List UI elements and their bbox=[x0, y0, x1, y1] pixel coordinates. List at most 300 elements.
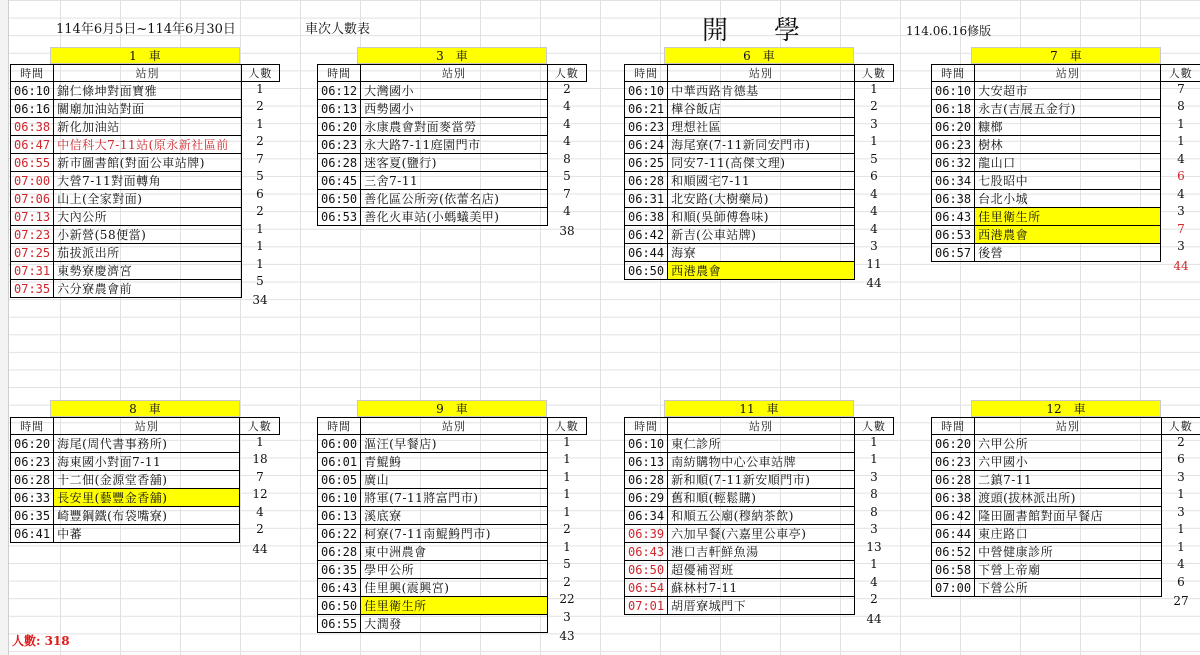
count-header: 人數 bbox=[1161, 65, 1200, 82]
table-row[interactable] bbox=[932, 208, 1200, 226]
count-cell[interactable]: 8 bbox=[870, 487, 878, 502]
time-cell[interactable]: 06:38 bbox=[932, 489, 975, 507]
station-cell[interactable]: 港口吉軒鮮魚湯 bbox=[668, 543, 855, 561]
count-cell[interactable]: 1 bbox=[563, 435, 571, 449]
time-cell[interactable]: 06:01 bbox=[318, 453, 361, 471]
count-cell[interactable]: 1 bbox=[563, 487, 571, 502]
time-cell[interactable]: 06:50 bbox=[318, 190, 361, 208]
station-cell[interactable]: 蘇林村7-11 bbox=[668, 579, 855, 597]
station-header: 站別 bbox=[54, 65, 242, 82]
station-cell[interactable]: 大內公所 bbox=[54, 208, 242, 226]
time-cell[interactable]: 06:00 bbox=[318, 435, 361, 453]
station-cell[interactable]: 漚汪(早餐店) bbox=[361, 435, 547, 453]
time-cell[interactable]: 06:43 bbox=[932, 208, 975, 226]
station-cell[interactable]: 善化火車站(小螞蟻美甲) bbox=[361, 208, 548, 226]
table-row[interactable] bbox=[932, 244, 1200, 262]
count-cell[interactable]: 2 bbox=[1177, 435, 1185, 449]
count-cell[interactable]: 3 bbox=[1177, 239, 1185, 254]
count-cell[interactable]: 4 bbox=[563, 116, 571, 131]
count-cell[interactable]: 2 bbox=[563, 82, 571, 96]
station-cell[interactable]: 七股昭中 bbox=[975, 172, 1161, 190]
count-header: 人數 bbox=[1161, 418, 1200, 435]
count-cell[interactable]: 8 bbox=[1177, 99, 1185, 114]
time-cell[interactable]: 06:42 bbox=[625, 226, 668, 244]
count-cell[interactable]: 2 bbox=[256, 204, 264, 219]
time-cell[interactable]: 06:10 bbox=[318, 489, 361, 507]
car-title: 3 車 bbox=[357, 47, 547, 64]
header-row bbox=[318, 65, 587, 82]
count-cell[interactable]: 8 bbox=[870, 504, 878, 519]
table-row[interactable] bbox=[932, 118, 1200, 136]
time-header: 時間 bbox=[318, 418, 361, 435]
time-cell[interactable]: 07:35 bbox=[11, 280, 54, 298]
station-cell[interactable]: 同安7-11(高傑文理) bbox=[668, 154, 855, 172]
table-row[interactable] bbox=[932, 82, 1200, 100]
time-cell[interactable]: 06:39 bbox=[625, 525, 668, 543]
grand-total: 人數: 318 bbox=[12, 634, 70, 648]
count-cell[interactable]: 6 bbox=[1177, 574, 1185, 589]
time-cell[interactable]: 06:23 bbox=[932, 453, 975, 471]
station-cell[interactable]: 關廟加油站對面 bbox=[54, 100, 242, 118]
station-cell[interactable]: 錦仁條坤對面寶雅 bbox=[54, 82, 242, 100]
time-cell[interactable]: 06:18 bbox=[932, 100, 975, 118]
count-cell[interactable]: 3 bbox=[1177, 204, 1185, 219]
count-cell[interactable]: 4 bbox=[1177, 186, 1185, 201]
table-row[interactable] bbox=[932, 172, 1200, 190]
car-total: 43 bbox=[559, 628, 575, 643]
count-cell[interactable]: 2 bbox=[256, 522, 264, 537]
table-row[interactable] bbox=[932, 136, 1200, 154]
time-cell[interactable]: 06:29 bbox=[625, 489, 668, 507]
count-cell[interactable]: 1 bbox=[1177, 539, 1185, 554]
station-header: 站別 bbox=[668, 65, 855, 82]
time-cell[interactable]: 06:47 bbox=[11, 136, 54, 154]
car-total: 44 bbox=[866, 275, 882, 290]
count-cell[interactable]: 4 bbox=[563, 134, 571, 149]
station-cell[interactable]: 舊和順(輕鬆購) bbox=[668, 489, 855, 507]
station-cell[interactable]: 溪底寮 bbox=[361, 507, 547, 525]
time-cell[interactable]: 06:50 bbox=[318, 597, 361, 615]
count-cell[interactable]: 2 bbox=[256, 134, 264, 149]
station-cell[interactable]: 將軍(7-11將富門市) bbox=[361, 489, 547, 507]
time-cell[interactable]: 06:05 bbox=[318, 471, 361, 489]
count-cell[interactable]: 7 bbox=[256, 469, 264, 484]
station-cell[interactable]: 新市圖書館(對面公車站牌) bbox=[54, 154, 242, 172]
station-cell[interactable]: 永吉(吉展五金行) bbox=[975, 100, 1161, 118]
count-cell[interactable]: 1 bbox=[563, 504, 571, 519]
count-cell[interactable]: 3 bbox=[563, 609, 571, 624]
station-cell[interactable]: 迷客夏(鹽行) bbox=[361, 154, 548, 172]
station-cell[interactable]: 東勢寮慶濟宮 bbox=[54, 262, 242, 280]
count-header: 人數 bbox=[854, 418, 893, 435]
count-cell[interactable]: 2 bbox=[870, 99, 878, 114]
count-cell[interactable]: 5 bbox=[256, 273, 264, 288]
time-cell[interactable]: 07:00 bbox=[11, 172, 54, 190]
time-cell[interactable]: 07:23 bbox=[11, 226, 54, 244]
time-header: 時間 bbox=[932, 65, 975, 82]
time-cell[interactable]: 06:52 bbox=[932, 543, 975, 561]
station-cell[interactable]: 台北小城 bbox=[975, 190, 1161, 208]
table-row[interactable] bbox=[932, 154, 1200, 172]
time-cell[interactable]: 06:13 bbox=[625, 453, 668, 471]
count-cell[interactable]: 1 bbox=[870, 452, 878, 467]
time-cell[interactable]: 06:20 bbox=[932, 118, 975, 136]
count-cell[interactable]: 3 bbox=[1177, 469, 1185, 484]
time-cell[interactable]: 06:10 bbox=[932, 82, 975, 100]
station-cell[interactable]: 大潤發 bbox=[361, 615, 547, 633]
time-cell[interactable]: 06:24 bbox=[625, 136, 668, 154]
station-cell[interactable]: 海東國小對面7-11 bbox=[54, 453, 240, 471]
header-row bbox=[932, 418, 1200, 435]
station-cell[interactable]: 東庄路口 bbox=[975, 525, 1161, 543]
time-cell[interactable]: 06:22 bbox=[318, 525, 361, 543]
count-cell[interactable]: 1 bbox=[1177, 522, 1185, 537]
time-cell[interactable]: 06:23 bbox=[625, 118, 668, 136]
count-cell[interactable]: 7 bbox=[1177, 82, 1185, 96]
station-cell[interactable]: 新和順(7-11新安順門市) bbox=[668, 471, 855, 489]
station-cell[interactable]: 六分寮農會前 bbox=[54, 280, 242, 298]
count-cell[interactable]: 1 bbox=[870, 557, 878, 572]
table-row[interactable] bbox=[932, 100, 1200, 118]
count-cell[interactable]: 5 bbox=[256, 169, 264, 184]
count-cell[interactable]: 22 bbox=[559, 592, 575, 607]
count-cell[interactable]: 1 bbox=[1177, 134, 1185, 149]
count-cell[interactable]: 1 bbox=[256, 221, 264, 236]
count-cell[interactable]: 3 bbox=[870, 239, 878, 254]
time-cell[interactable]: 06:55 bbox=[11, 154, 54, 172]
time-cell[interactable]: 07:01 bbox=[625, 597, 668, 615]
time-cell[interactable]: 06:32 bbox=[932, 154, 975, 172]
station-cell[interactable]: 三舍7-11 bbox=[361, 172, 548, 190]
station-cell[interactable]: 樹林 bbox=[975, 136, 1161, 154]
time-cell[interactable]: 06:23 bbox=[318, 136, 361, 154]
time-cell[interactable]: 06:28 bbox=[11, 471, 54, 489]
time-cell[interactable]: 06:55 bbox=[318, 615, 361, 633]
time-cell[interactable]: 06:50 bbox=[625, 561, 668, 579]
time-cell[interactable]: 06:34 bbox=[932, 172, 975, 190]
time-cell[interactable]: 06:43 bbox=[318, 579, 361, 597]
car-title: 7 車 bbox=[971, 47, 1161, 64]
header-row bbox=[625, 65, 894, 82]
count-header: 人數 bbox=[241, 65, 279, 82]
station-cell[interactable]: 中華西路肯德基 bbox=[668, 82, 855, 100]
count-cell[interactable]: 5 bbox=[563, 169, 571, 184]
car-total: 34 bbox=[252, 293, 268, 308]
time-header: 時間 bbox=[625, 418, 668, 435]
station-cell[interactable]: 善化區公所旁(依蕾名店) bbox=[361, 190, 548, 208]
schedule-table bbox=[931, 64, 1200, 262]
table-row[interactable] bbox=[932, 561, 1200, 579]
count-header: 人數 bbox=[240, 418, 280, 435]
page-title: 開 學 bbox=[702, 16, 811, 46]
station-cell[interactable]: 永大路7-11庭園門市 bbox=[361, 136, 548, 154]
table-row[interactable] bbox=[932, 579, 1200, 597]
count-cell[interactable]: 1 bbox=[256, 82, 264, 96]
station-cell[interactable]: 海尾寮(7-11新同安門市) bbox=[668, 136, 855, 154]
car-title: 8 車 bbox=[50, 400, 240, 417]
time-cell[interactable]: 06:50 bbox=[625, 262, 668, 280]
station-cell[interactable]: 西港農會 bbox=[668, 262, 855, 280]
time-cell[interactable]: 06:20 bbox=[11, 435, 54, 453]
station-header: 站別 bbox=[975, 418, 1161, 435]
time-header: 時間 bbox=[11, 418, 54, 435]
car-title: 9 車 bbox=[357, 400, 547, 417]
time-cell[interactable]: 06:16 bbox=[11, 100, 54, 118]
time-cell[interactable]: 06:28 bbox=[318, 543, 361, 561]
time-cell[interactable]: 07:00 bbox=[932, 579, 975, 597]
count-cell[interactable]: 7 bbox=[256, 151, 264, 166]
station-cell[interactable]: 大灣國小 bbox=[361, 82, 548, 100]
count-cell[interactable]: 6 bbox=[870, 169, 878, 184]
count-cell[interactable]: 6 bbox=[1177, 169, 1185, 184]
station-cell[interactable]: 理想社區 bbox=[668, 118, 855, 136]
car-total: 44 bbox=[252, 541, 268, 556]
count-header: 人數 bbox=[547, 418, 586, 435]
station-cell[interactable]: 崎豐鋼鐵(布袋嘴寮) bbox=[54, 507, 240, 525]
count-header: 人數 bbox=[547, 65, 586, 82]
count-cell[interactable]: 7 bbox=[563, 186, 571, 201]
time-cell[interactable]: 06:45 bbox=[318, 172, 361, 190]
time-cell[interactable]: 07:25 bbox=[11, 244, 54, 262]
table-row[interactable] bbox=[932, 435, 1200, 453]
time-cell[interactable]: 07:31 bbox=[11, 262, 54, 280]
station-cell[interactable]: 超優補習班 bbox=[668, 561, 855, 579]
count-cell[interactable]: 4 bbox=[870, 186, 878, 201]
count-cell[interactable]: 1 bbox=[256, 239, 264, 254]
count-cell[interactable]: 6 bbox=[256, 186, 264, 201]
station-header: 站別 bbox=[975, 65, 1161, 82]
car-total: 44 bbox=[866, 611, 882, 626]
station-cell[interactable]: 十二佃(金源堂香舖) bbox=[54, 471, 240, 489]
station-cell[interactable]: 山上(全家對面) bbox=[54, 190, 242, 208]
car-total: 44 bbox=[1173, 258, 1189, 273]
table-row[interactable] bbox=[932, 489, 1200, 507]
count-cell[interactable]: 4 bbox=[256, 504, 264, 519]
station-header: 站別 bbox=[54, 418, 240, 435]
schedule-table bbox=[931, 417, 1200, 597]
station-cell[interactable]: 中營健康診所 bbox=[975, 543, 1161, 561]
time-cell[interactable]: 06:10 bbox=[625, 435, 668, 453]
count-cell[interactable]: 13 bbox=[866, 539, 882, 554]
station-cell[interactable]: 六甲公所 bbox=[975, 435, 1161, 453]
count-cell[interactable]: 5 bbox=[563, 557, 571, 572]
station-header: 站別 bbox=[361, 418, 547, 435]
station-cell[interactable]: 新化加油站 bbox=[54, 118, 242, 136]
station-cell[interactable]: 東仁診所 bbox=[668, 435, 855, 453]
time-cell[interactable]: 06:10 bbox=[625, 82, 668, 100]
station-cell[interactable]: 永康農會對面麥當勞 bbox=[361, 118, 548, 136]
station-cell[interactable]: 龍山口 bbox=[975, 154, 1161, 172]
time-cell[interactable]: 06:34 bbox=[625, 507, 668, 525]
station-cell[interactable]: 佳里興(震興宮) bbox=[361, 579, 547, 597]
header-row bbox=[932, 65, 1200, 82]
time-cell[interactable]: 06:38 bbox=[625, 208, 668, 226]
row-header-strip bbox=[0, 0, 9, 655]
car-title: 11 車 bbox=[664, 400, 854, 417]
time-cell[interactable]: 06:23 bbox=[932, 136, 975, 154]
count-cell[interactable]: 1 bbox=[563, 539, 571, 554]
station-cell[interactable]: 糠榔 bbox=[975, 118, 1161, 136]
count-cell[interactable]: 2 bbox=[870, 592, 878, 607]
time-cell[interactable]: 06:23 bbox=[11, 453, 54, 471]
time-cell[interactable]: 06:28 bbox=[625, 471, 668, 489]
count-cell[interactable]: 11 bbox=[866, 256, 882, 271]
station-cell[interactable]: 長安里(藝豐金香舖) bbox=[54, 489, 240, 507]
count-cell[interactable]: 1 bbox=[1177, 487, 1185, 502]
time-cell[interactable]: 06:44 bbox=[932, 525, 975, 543]
station-cell[interactable]: 海寮 bbox=[668, 244, 855, 262]
time-cell[interactable]: 06:42 bbox=[932, 507, 975, 525]
count-cell[interactable]: 3 bbox=[870, 522, 878, 537]
time-cell[interactable]: 06:53 bbox=[932, 226, 975, 244]
time-cell[interactable]: 06:28 bbox=[318, 154, 361, 172]
time-header: 時間 bbox=[11, 65, 54, 82]
table-subtitle: 車次人數表 bbox=[305, 22, 371, 37]
table-row[interactable] bbox=[932, 525, 1200, 543]
count-cell[interactable]: 4 bbox=[563, 99, 571, 114]
station-cell[interactable]: 廣山 bbox=[361, 471, 547, 489]
time-cell[interactable]: 06:33 bbox=[11, 489, 54, 507]
time-cell[interactable]: 06:58 bbox=[932, 561, 975, 579]
station-cell[interactable]: 後營 bbox=[975, 244, 1161, 262]
time-cell[interactable]: 06:53 bbox=[318, 208, 361, 226]
count-cell[interactable]: 5 bbox=[870, 151, 878, 166]
station-cell[interactable]: 和順國宅7-11 bbox=[668, 172, 855, 190]
station-cell[interactable]: 六甲國小 bbox=[975, 453, 1161, 471]
time-cell[interactable]: 06:21 bbox=[625, 100, 668, 118]
station-cell[interactable]: 佳里衛生所 bbox=[975, 208, 1161, 226]
time-cell[interactable]: 06:54 bbox=[625, 579, 668, 597]
station-cell[interactable]: 大營7-11對面轉角 bbox=[54, 172, 242, 190]
count-cell[interactable]: 2 bbox=[256, 99, 264, 114]
header-row bbox=[11, 418, 280, 435]
station-cell[interactable]: 學甲公所 bbox=[361, 561, 547, 579]
time-cell[interactable]: 06:28 bbox=[932, 471, 975, 489]
station-header: 站別 bbox=[361, 65, 548, 82]
count-cell[interactable]: 1 bbox=[870, 134, 878, 149]
station-cell[interactable]: 下營上帝廟 bbox=[975, 561, 1161, 579]
station-cell[interactable]: 北安路(大樹藥局) bbox=[668, 190, 855, 208]
station-cell[interactable]: 柯寮(7-11南鯤鯓門市) bbox=[361, 525, 547, 543]
station-cell[interactable]: 中蕃 bbox=[54, 525, 240, 543]
time-cell[interactable]: 06:13 bbox=[318, 507, 361, 525]
station-header: 站別 bbox=[668, 418, 855, 435]
table-row[interactable] bbox=[932, 453, 1200, 471]
time-cell[interactable]: 06:35 bbox=[11, 507, 54, 525]
time-cell[interactable]: 06:38 bbox=[11, 118, 54, 136]
header-row bbox=[11, 65, 280, 82]
count-cell[interactable]: 6 bbox=[1177, 452, 1185, 467]
count-cell[interactable]: 1 bbox=[870, 82, 878, 96]
time-cell[interactable]: 07:13 bbox=[11, 208, 54, 226]
count-cell[interactable]: 1 bbox=[563, 452, 571, 467]
station-cell[interactable]: 下營公所 bbox=[975, 579, 1161, 597]
count-cell[interactable]: 7 bbox=[1177, 221, 1185, 236]
station-cell[interactable]: 西勢國小 bbox=[361, 100, 548, 118]
header-row bbox=[625, 418, 894, 435]
car-title: 12 車 bbox=[971, 400, 1161, 417]
station-cell[interactable]: 新吉(公車站牌) bbox=[668, 226, 855, 244]
time-cell[interactable]: 06:35 bbox=[318, 561, 361, 579]
table-row[interactable] bbox=[932, 543, 1200, 561]
time-header: 時間 bbox=[318, 65, 361, 82]
count-cell[interactable]: 1 bbox=[1177, 116, 1185, 131]
count-cell[interactable]: 2 bbox=[563, 522, 571, 537]
station-cell[interactable]: 中信科大7-11站(原永新社區前 bbox=[54, 136, 242, 154]
time-cell[interactable]: 06:20 bbox=[932, 435, 975, 453]
time-cell[interactable]: 06:38 bbox=[932, 190, 975, 208]
car-title: 1 車 bbox=[50, 47, 240, 64]
count-cell[interactable]: 4 bbox=[870, 221, 878, 236]
station-cell[interactable]: 和順五公廟(穆納茶飲) bbox=[668, 507, 855, 525]
count-cell[interactable]: 1 bbox=[256, 435, 264, 449]
time-cell[interactable]: 06:13 bbox=[318, 100, 361, 118]
time-cell[interactable]: 06:57 bbox=[932, 244, 975, 262]
car-title: 6 車 bbox=[664, 47, 854, 64]
count-cell[interactable]: 1 bbox=[256, 256, 264, 271]
count-cell[interactable]: 1 bbox=[870, 435, 878, 449]
time-cell[interactable]: 06:25 bbox=[625, 154, 668, 172]
station-cell[interactable]: 茄拔派出所 bbox=[54, 244, 242, 262]
time-cell[interactable]: 06:43 bbox=[625, 543, 668, 561]
station-cell[interactable]: 南紡購物中心公車站牌 bbox=[668, 453, 855, 471]
count-cell[interactable]: 3 bbox=[870, 116, 878, 131]
time-cell[interactable]: 06:44 bbox=[625, 244, 668, 262]
station-cell[interactable]: 樺谷飯店 bbox=[668, 100, 855, 118]
count-cell[interactable]: 3 bbox=[870, 469, 878, 484]
count-cell[interactable]: 4 bbox=[870, 204, 878, 219]
time-cell[interactable]: 06:31 bbox=[625, 190, 668, 208]
table-row[interactable] bbox=[932, 190, 1200, 208]
table-row[interactable] bbox=[932, 226, 1200, 244]
station-cell[interactable]: 佳里衛生所 bbox=[361, 597, 547, 615]
car-total: 38 bbox=[559, 223, 575, 238]
count-cell[interactable]: 4 bbox=[563, 204, 571, 219]
station-cell[interactable]: 青鯤鯓 bbox=[361, 453, 547, 471]
table-row[interactable] bbox=[932, 507, 1200, 525]
table-row[interactable] bbox=[932, 471, 1200, 489]
station-cell[interactable]: 六加早餐(六嘉里公車亭) bbox=[668, 525, 855, 543]
station-cell[interactable]: 西港農會 bbox=[975, 226, 1161, 244]
station-cell[interactable]: 東中洲農會 bbox=[361, 543, 547, 561]
station-cell[interactable]: 和順(吳師傅魯味) bbox=[668, 208, 855, 226]
station-cell[interactable]: 渡頭(拔林派出所) bbox=[975, 489, 1161, 507]
count-cell[interactable]: 4 bbox=[870, 574, 878, 589]
count-cell[interactable]: 4 bbox=[1177, 557, 1185, 572]
station-cell[interactable]: 二鎮7-11 bbox=[975, 471, 1161, 489]
header-row bbox=[318, 418, 587, 435]
count-cell[interactable]: 1 bbox=[563, 469, 571, 484]
time-cell[interactable]: 06:12 bbox=[318, 82, 361, 100]
count-cell[interactable]: 1 bbox=[256, 116, 264, 131]
time-cell[interactable]: 06:10 bbox=[11, 82, 54, 100]
count-cell[interactable]: 2 bbox=[563, 574, 571, 589]
count-cell[interactable]: 18 bbox=[252, 452, 268, 467]
time-cell[interactable]: 06:41 bbox=[11, 525, 54, 543]
time-cell[interactable]: 06:20 bbox=[318, 118, 361, 136]
time-cell[interactable]: 07:06 bbox=[11, 190, 54, 208]
time-cell[interactable]: 06:28 bbox=[625, 172, 668, 190]
count-cell[interactable]: 12 bbox=[252, 487, 268, 502]
station-cell[interactable]: 大安超市 bbox=[975, 82, 1161, 100]
station-cell[interactable]: 小新營(58便當) bbox=[54, 226, 242, 244]
count-cell[interactable]: 3 bbox=[1177, 504, 1185, 519]
station-cell[interactable]: 胡厝寮城門下 bbox=[668, 597, 855, 615]
count-cell[interactable]: 8 bbox=[563, 151, 571, 166]
count-cell[interactable]: 4 bbox=[1177, 151, 1185, 166]
station-cell[interactable]: 隆田圖書館對面早餐店 bbox=[975, 507, 1161, 525]
station-cell[interactable]: 海尾(周代書事務所) bbox=[54, 435, 240, 453]
